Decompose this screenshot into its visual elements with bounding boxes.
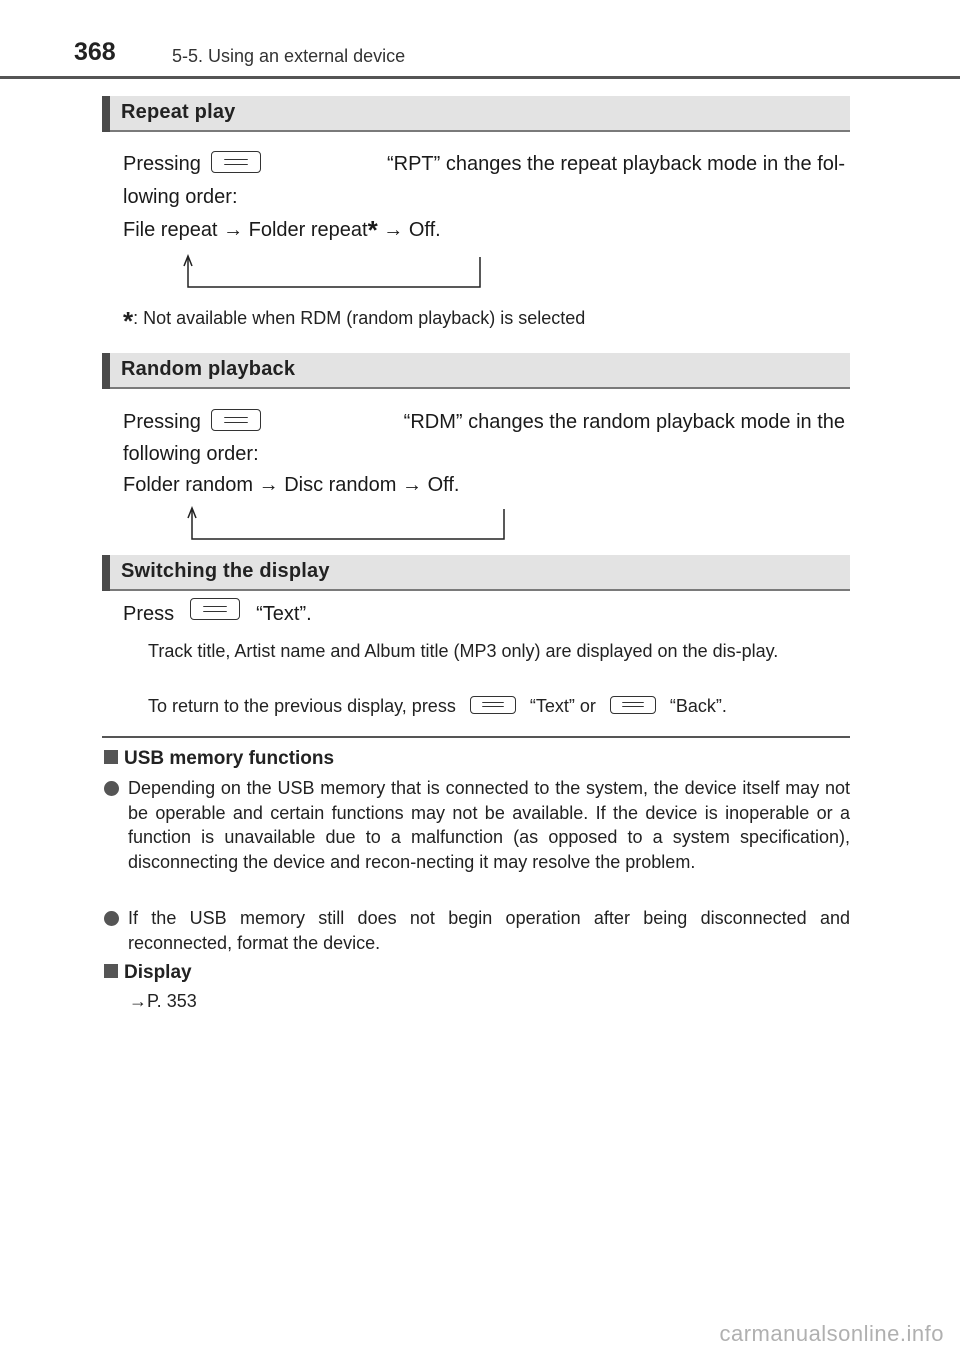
repeat-line-1: Pressing “RPT” changes the repeat playback mode in the fol- xyxy=(123,153,845,175)
section-heading-repeat xyxy=(102,96,850,132)
square-bullet-icon xyxy=(104,750,118,764)
display-paragraph xyxy=(123,598,845,631)
watermark: carmanualsonline.info xyxy=(719,1321,944,1346)
heading-bar xyxy=(102,96,110,132)
footnote-star: * xyxy=(367,215,378,245)
loop-arrow-icon xyxy=(180,252,490,292)
arrow-right-icon: → xyxy=(402,474,423,496)
page-number: 368 xyxy=(74,38,116,66)
section-title: Switching the display xyxy=(121,560,330,582)
footnote-star: * xyxy=(123,306,134,336)
section-heading-display xyxy=(102,555,850,591)
chapter-title: 5-5. Using an external device xyxy=(172,46,406,66)
section-title: Repeat play xyxy=(121,101,236,123)
heading-bar xyxy=(102,555,110,591)
square-bullet-icon xyxy=(104,964,118,978)
steering-switch-icon xyxy=(610,696,656,714)
display-sub-2: To return to the previous display, press “Text” or “Back”. xyxy=(148,696,727,716)
random-line-2: following order: xyxy=(123,443,259,465)
page-reference-link[interactable]: →P. 353 xyxy=(129,991,197,1011)
random-line-1: Pressing “RDM” changes the random playback mode in the xyxy=(123,411,845,433)
round-bullet-icon xyxy=(104,781,119,796)
usb-heading: USB memory functions xyxy=(104,748,334,770)
heading-bar xyxy=(102,353,110,389)
usb-bullet-2: If the USB memory still does not begin operation after being disconnected and reconnected, format the device. xyxy=(104,906,850,955)
display-ref-heading: Display xyxy=(104,962,192,984)
steering-switch-icon xyxy=(470,696,516,714)
header-rule xyxy=(0,76,960,79)
page-header xyxy=(0,0,960,80)
arrow-right-icon: → xyxy=(223,219,244,241)
steering-switch-icon xyxy=(211,151,261,173)
steering-switch-icon xyxy=(211,409,261,431)
display-sub-1: Track title, Artist name and Album title (MP3 only) are displayed on the dis-play. xyxy=(148,641,779,661)
repeat-paragraph xyxy=(123,148,845,247)
steering-switch-icon xyxy=(190,598,240,620)
usb-bullet-1: Depending on the USB memory that is connected to the system, the device itself may not be operable and certain functions may not be available. If the device is inoperable or a function is unavailable due to a malfunction (as opposed to a system specification), disconnecting the device and recon-necting it may resolve the problem. xyxy=(104,776,850,874)
repeat-line-2: lowing order: xyxy=(123,186,238,208)
random-paragraph xyxy=(123,406,845,501)
round-bullet-icon xyxy=(104,911,119,926)
section-divider xyxy=(102,736,850,738)
random-line-3: Folder random → Disc random → Off. xyxy=(123,470,845,501)
arrow-right-icon: → xyxy=(258,474,279,496)
loop-arrow-icon xyxy=(182,504,512,544)
section-heading-random xyxy=(102,353,850,389)
footnote: *: Not available when RDM (random playback) is selected xyxy=(123,306,586,336)
display-line-1: Press “Text”. xyxy=(123,598,845,631)
arrow-right-icon: → xyxy=(383,219,404,241)
repeat-line-3: File repeat → Folder repeat * → Off. xyxy=(123,215,441,245)
section-title: Random playback xyxy=(121,358,296,380)
